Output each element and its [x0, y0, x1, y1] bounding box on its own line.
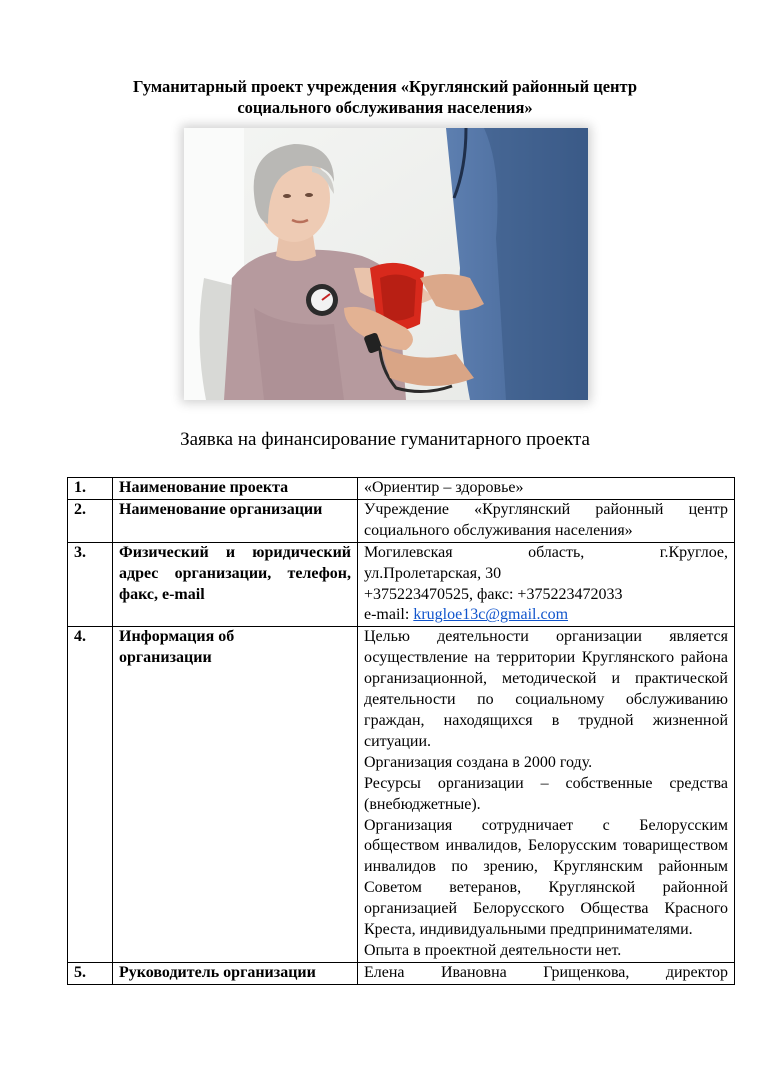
row-value	[358, 627, 735, 963]
organization-purpose: Целью деятельности организации является осуществление на территории Круглянского района организационной, методической и практической деятельности по социальному обслуживанию граждан, находящихся в трудной жизненной ситуации.	[364, 628, 728, 750]
document-title-line-1: Гуманитарный проект учреждения «Круглянский районный центр	[132, 77, 638, 96]
doctor-blood-pressure-illustration	[184, 128, 588, 400]
table-row	[68, 962, 735, 984]
row-label	[113, 627, 358, 963]
project-photo	[184, 128, 588, 400]
row-number: 1.	[68, 478, 113, 500]
project-application-table	[67, 477, 735, 985]
phone-fax: +375223470525, факс: +375223472033	[364, 585, 623, 603]
document-title	[70, 76, 700, 118]
row-value	[358, 962, 735, 984]
organization-experience: Опыта в проектной деятельности нет.	[364, 941, 622, 959]
organization-name: Учреждение «Круглянский районный центр социального обслуживания населения»	[364, 500, 728, 539]
email-prefix: e-mail:	[364, 606, 414, 624]
row-label: Физический и юридический адрес организации, телефон, факс, e-mail	[113, 542, 358, 627]
row-label-line-1: Информация об	[119, 628, 235, 646]
row-value	[358, 542, 735, 627]
organization-partners: Организация сотрудничает с Белорусским обществом инвалидов, Белорусским товариществом инвалидов по зрению, Круглянским районным Советом ветеранов, Круглянской районной организацией Белорусского Общества Красного Креста, индивидуальными предпринимателями.	[364, 816, 728, 939]
row-label: Наименование проекта	[113, 478, 358, 500]
organization-resources: Ресурсы организации – собственные средства (внебюджетные).	[364, 774, 728, 813]
email-link[interactable]: krugloe13c@gmail.com	[413, 606, 569, 624]
row-label: Руководитель организации	[113, 962, 358, 984]
email-line	[364, 605, 728, 626]
table-row	[68, 478, 735, 500]
table-row	[68, 499, 735, 542]
address-street: ул.Пролетарская, 30	[364, 564, 502, 582]
document-title-line-2: социального обслуживания населения»	[237, 98, 533, 117]
row-number: 2.	[68, 499, 113, 542]
row-value	[358, 478, 735, 500]
address-region: Могилевская область, г.Круглое,	[364, 543, 728, 561]
row-label: Наименование организации	[113, 499, 358, 542]
organization-head: Елена Ивановна Грищенкова, директор	[364, 963, 728, 981]
row-number: 3.	[68, 542, 113, 627]
project-name: «Ориентир – здоровье»	[364, 479, 524, 496]
row-value	[358, 499, 735, 542]
row-number: 4.	[68, 627, 113, 963]
row-label-line-2: организации	[119, 649, 212, 667]
row-number: 5.	[68, 962, 113, 984]
table-row	[68, 627, 735, 963]
table-row	[68, 542, 735, 627]
organization-founded: Организация создана в 2000 году.	[364, 753, 593, 771]
application-subtitle: Заявка на финансирование гуманитарного проекта	[180, 429, 590, 450]
